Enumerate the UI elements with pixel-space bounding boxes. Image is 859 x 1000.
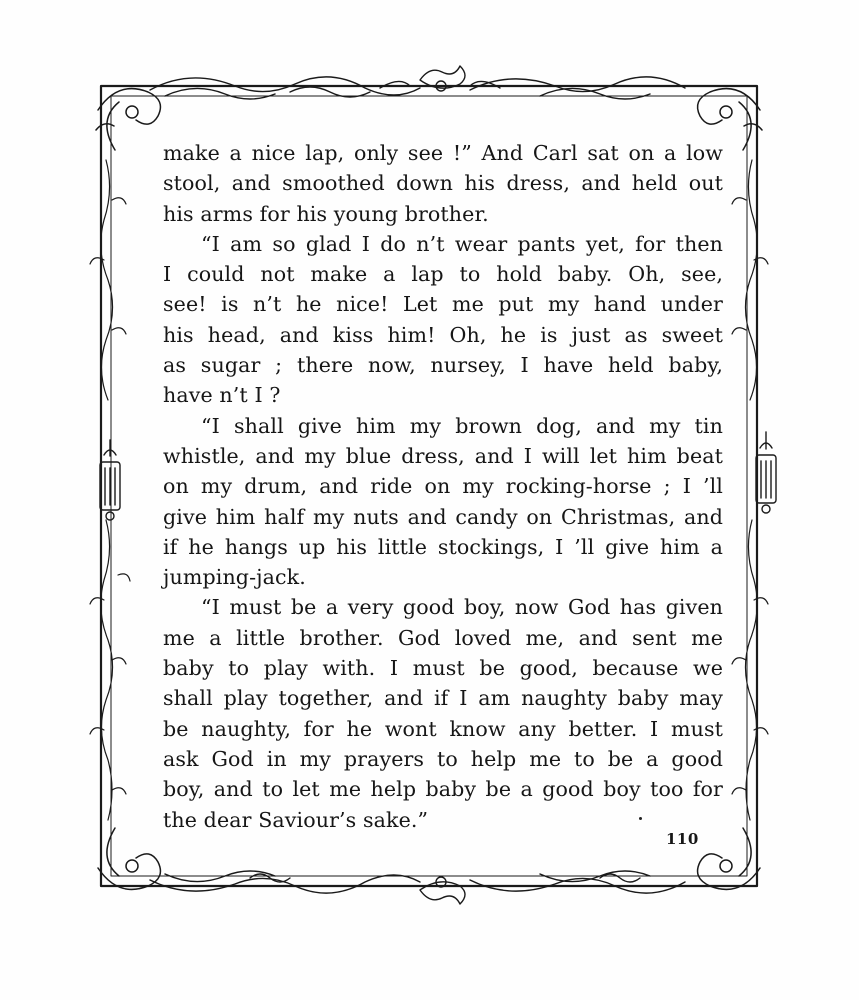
corner-flourish-top-left: [96, 89, 160, 150]
text-line: boy, and to let me help baby be a good boy too for: [163, 777, 723, 802]
text-line: shall play together, and if I am naughty baby may: [163, 686, 723, 711]
text-line: “I must be a very good boy, now God has given: [201, 595, 723, 620]
text-line: his arms for his young brother.: [163, 201, 489, 226]
ink-dot: [639, 817, 642, 820]
text-line: make a nice lap, only see !” And Carl sat on a low: [163, 141, 723, 165]
right-tassel-ornament: [756, 432, 776, 513]
text-line: me a little brother. God loved me, and sent me: [163, 625, 723, 650]
text-line: on my drum, and ride on my rocking-horse ; I ’ll: [163, 474, 723, 499]
corner-flourish-bottom-right: [698, 828, 760, 889]
text-line: the dear Saviour’s sake.”: [163, 807, 429, 832]
text-line: his head, and kiss him! Oh, he is just as sweet: [163, 322, 723, 347]
left-tassel-ornament: [100, 440, 120, 520]
text-line: if he hangs up his little stockings, I ’ll give him a: [163, 534, 723, 559]
text-line: as sugar ; there now, nursey, I have held baby,: [163, 353, 723, 378]
text-line: ask God in my prayers to help me to be a good: [163, 746, 723, 771]
right-vine-ornament: [732, 160, 768, 820]
text-line: see! is n’t he nice! Let me put my hand under: [163, 292, 723, 317]
text-line: whistle, and my blue dress, and I will let him beat: [163, 443, 723, 468]
text-line: baby to play with. I must be good, because we: [163, 656, 723, 681]
text-line: jumping-jack.: [163, 565, 306, 590]
text-line: stool, and smoothed down his dress, and held out: [163, 171, 723, 196]
page-number: 110: [666, 830, 699, 848]
story-text: [163, 138, 723, 835]
text-line: “I shall give him my brown dog, and my tin: [201, 413, 723, 438]
text-line: give him half my nuts and candy on Christmas, and: [163, 504, 723, 529]
text-line: I could not make a lap to hold baby. Oh, see,: [163, 262, 723, 287]
top-scroll-ornament: [150, 66, 685, 99]
text-line: be naughty, for he wont know any better. I must: [163, 716, 723, 741]
text-line: have n’t I ?: [163, 383, 281, 408]
text-line: “I am so glad I do n’t wear pants yet, for then: [201, 231, 723, 256]
